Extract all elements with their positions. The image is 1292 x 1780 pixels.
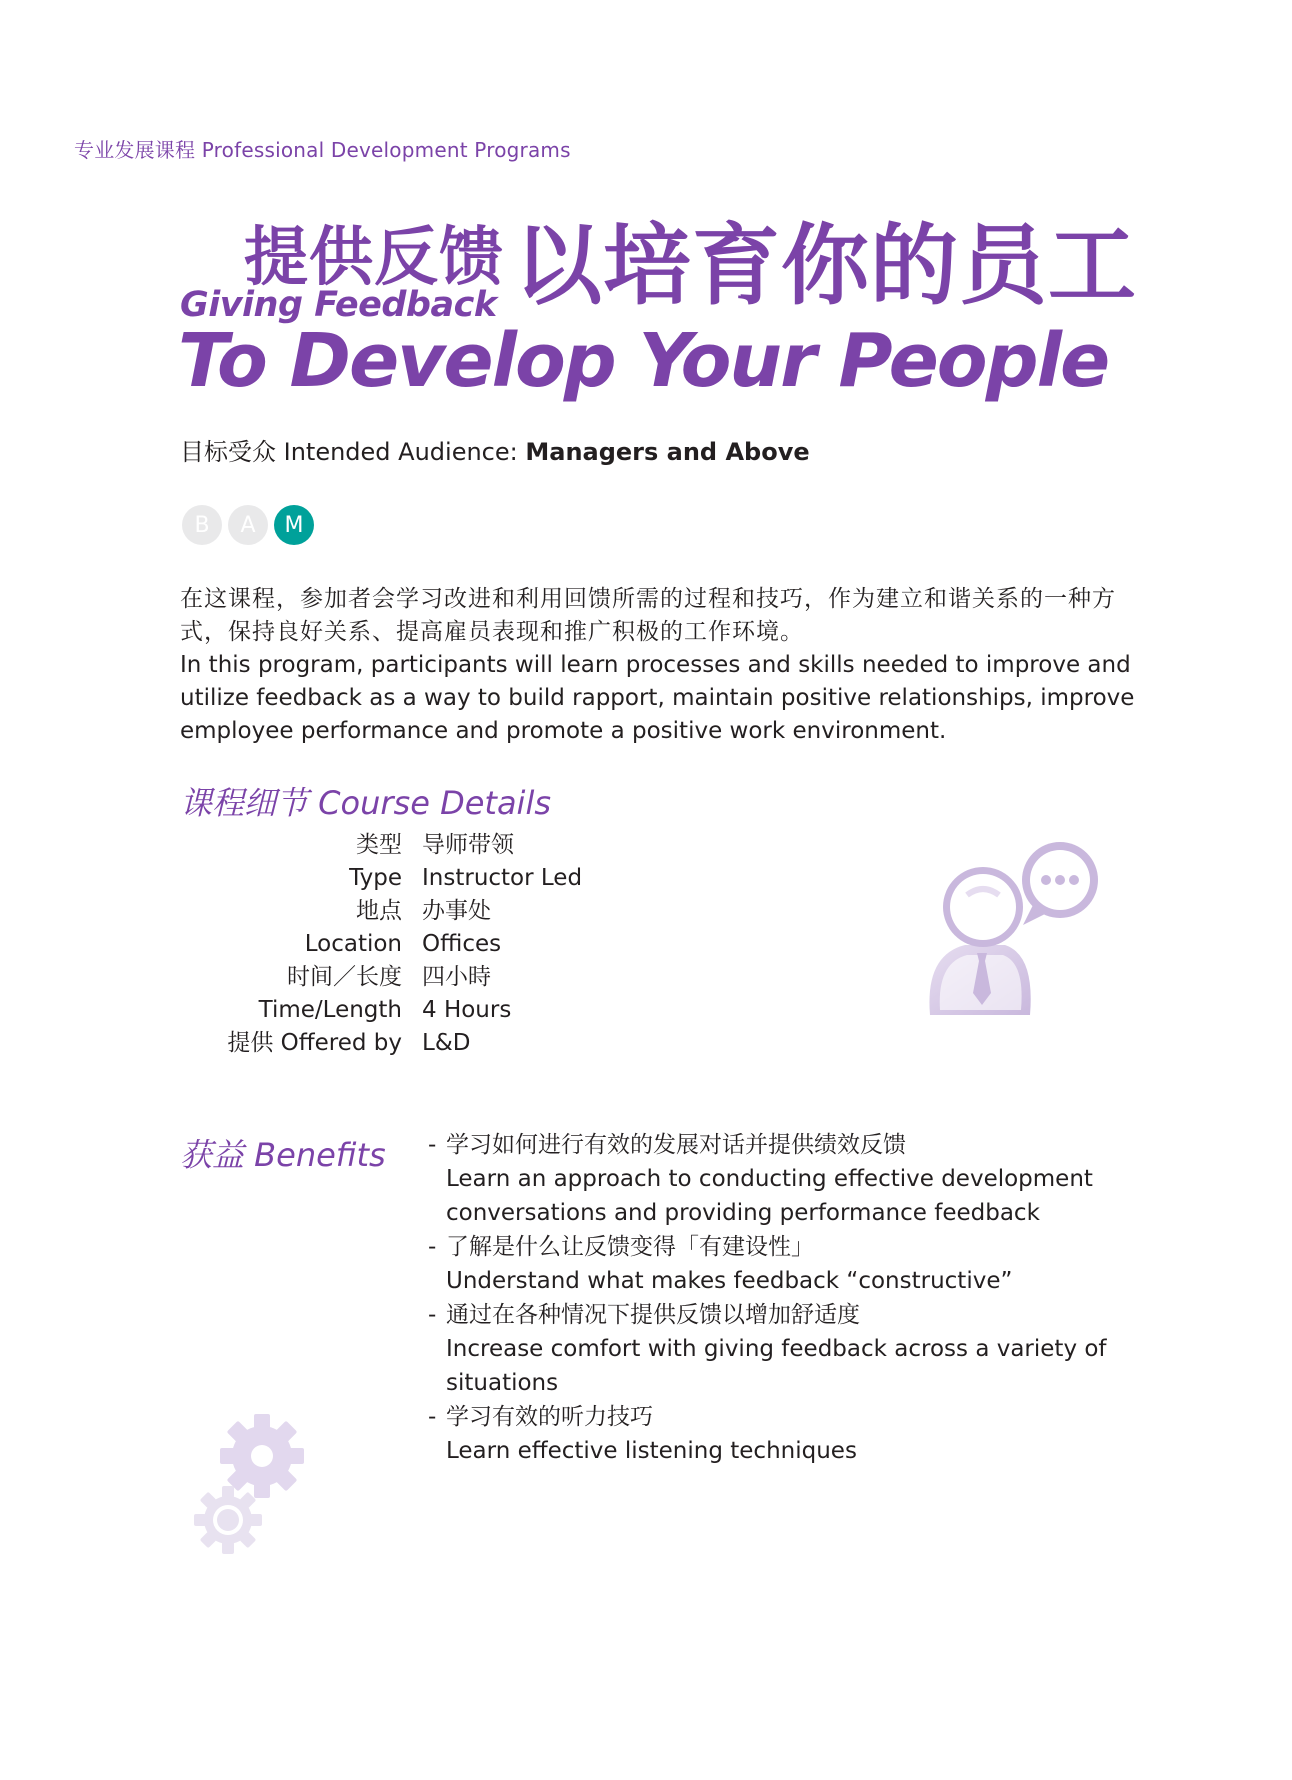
program-description — [180, 583, 1160, 748]
detail-value-row — [0, 993, 700, 1027]
title-chinese-part1: 提供反馈 — [244, 221, 504, 295]
benefits-heading: 获益 Benefits — [180, 1136, 386, 1174]
detail-value: 导师带领 — [422, 832, 514, 858]
description-english: In this program, participants will learn processes and skills needed to improve and utilize feedback as a way to build rapport, maintain positive relationships, improve employee performance and promote a positive work environment. — [180, 652, 1135, 744]
audience-value: Managers and Above — [525, 438, 810, 466]
title-chinese-part2: 以培育你的员工 — [514, 214, 1138, 317]
description-chinese: 在这课程，参加者会学习改进和利用回馈所需的过程和技巧，作为建立和谐关系的一种方式，保持良好关系、提高雇员表现和推广积极的工作环境。 — [180, 586, 1116, 645]
title-english-main: To Develop Your People — [178, 318, 1109, 404]
detail-value: Offices — [422, 931, 502, 957]
benefit-zh: 通过在各种情况下提供反馈以增加舒适度 — [446, 1302, 860, 1328]
benefit-item: - 学习如何进行有效的发展对话并提供绩效反馈 Learn an approach to conducting effective development conversations and providing performance feedback — [428, 1128, 1188, 1230]
detail-value: 4 Hours — [422, 997, 512, 1023]
detail-value: 办事处 — [422, 898, 491, 924]
intended-audience — [180, 432, 810, 467]
detail-value-row — [0, 894, 700, 928]
detail-value-row — [0, 927, 700, 961]
detail-value-row — [0, 828, 700, 862]
detail-label: 时间／长度 — [287, 964, 402, 990]
program-category: 专业发展课程 Professional Development Programs — [74, 138, 571, 162]
detail-value-row — [0, 960, 700, 994]
detail-label: 提供 Offered by — [227, 1030, 402, 1056]
benefits-list — [428, 1128, 1188, 1468]
detail-value-row — [0, 861, 700, 895]
title-english-sub: Giving Feedback — [180, 285, 497, 325]
detail-label: 类型 — [356, 832, 402, 858]
detail-value: L&D — [422, 1030, 471, 1056]
benefit-en: Learn an approach to conducting effective development conversations and providing performance feedback — [446, 1166, 1093, 1226]
detail-label: 地点 — [356, 898, 402, 924]
person-speech-bubble-icon — [925, 835, 1105, 1029]
benefit-item: - 通过在各种情况下提供反馈以增加舒适度 Increase comfort with giving feedback across a variety of situations — [428, 1298, 1188, 1400]
audience-label: 目标受众 Intended Audience: — [180, 438, 526, 466]
detail-label: Time/Length — [258, 997, 402, 1023]
detail-label: Type — [349, 865, 402, 891]
benefit-en: Understand what makes feedback “constructive” — [446, 1268, 1013, 1294]
detail-value-row — [0, 1026, 700, 1060]
detail-value: 四小時 — [422, 964, 491, 990]
benefit-item: - 学习有效的听力技巧 Learn effective listening techniques — [428, 1400, 1188, 1468]
detail-label: Location — [304, 931, 402, 957]
benefit-item: - 了解是什么让反馈变得「有建设性」 Understand what makes feedback “constructive” — [428, 1230, 1188, 1298]
benefit-en: Increase comfort with giving feedback across a variety of situations — [446, 1336, 1107, 1396]
benefit-zh: 学习有效的听力技巧 — [446, 1404, 653, 1430]
benefit-zh: 了解是什么让反馈变得「有建设性」 — [446, 1234, 814, 1260]
detail-value: Instructor Led — [422, 865, 583, 891]
level-badge-m: M — [274, 505, 314, 545]
benefit-en: Learn effective listening techniques — [446, 1438, 857, 1464]
level-indicators — [182, 505, 314, 545]
course-details-heading: 课程细节 Course Details — [180, 784, 552, 822]
level-badge-a: A — [228, 505, 268, 545]
gears-icon — [190, 1408, 310, 1562]
benefit-zh: 学习如何进行有效的发展对话并提供绩效反馈 — [446, 1132, 906, 1158]
level-badge-b: B — [182, 505, 222, 545]
